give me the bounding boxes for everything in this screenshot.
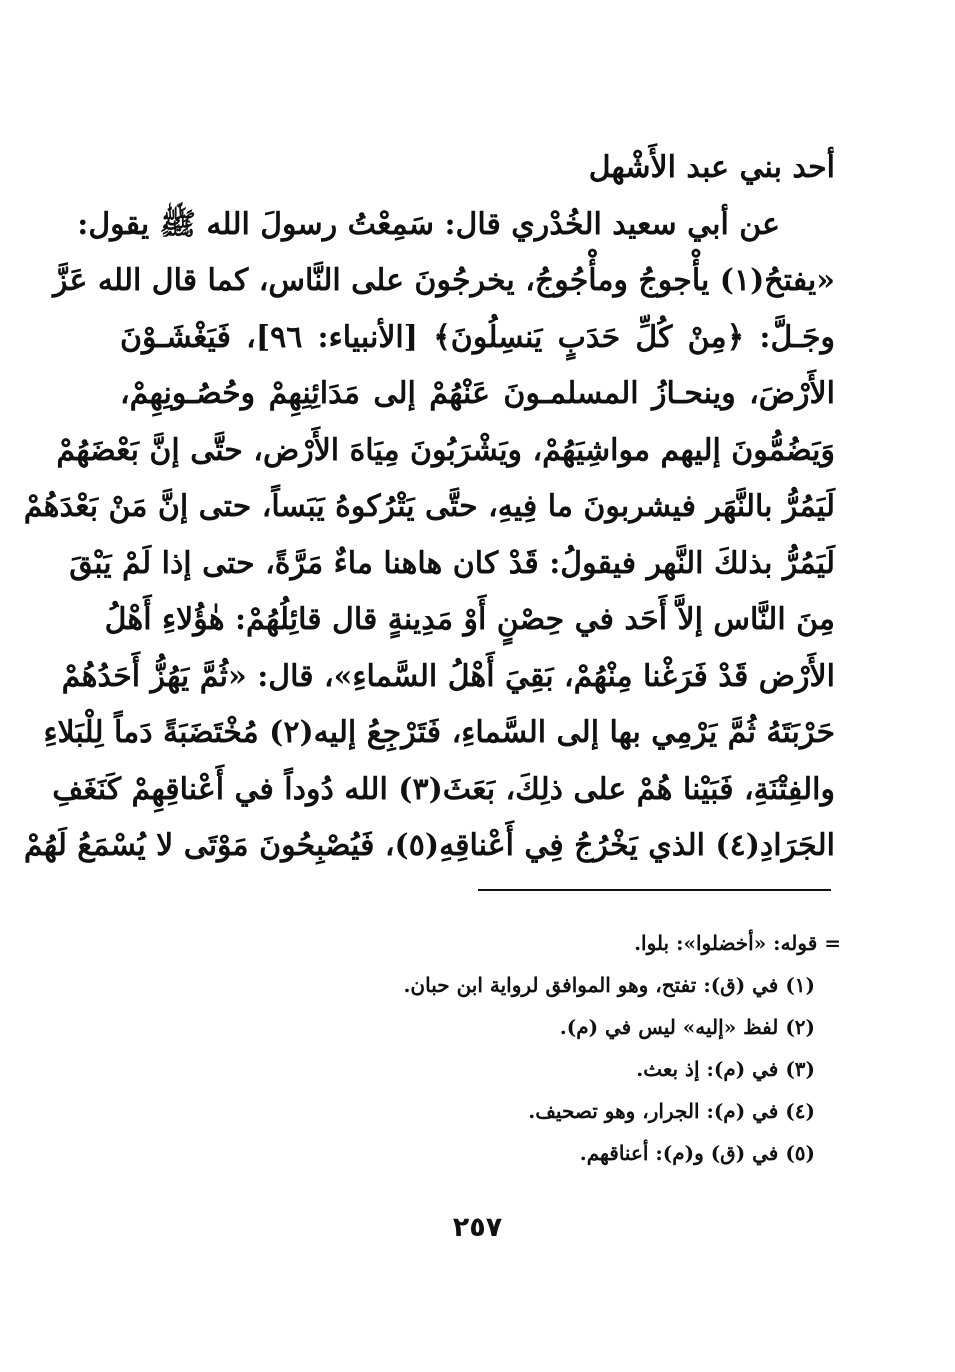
main-text [23,140,836,875]
text-line: مِنَ النَّاس إلاَّ أَحَد في حِصْنٍ أَوْ مَدِينةٍ قال قائِلُهُمْ: هٰؤُلاءِ أَهْلُ [104,602,835,637]
footnote-continuation: = قوله: «أخضلوا»: بلوا. [634,931,841,955]
text-line: الجَرَادِ(٤) الذي يَخْرُجُ فِي أَعْناقِهِ(٥)، فَيُصْبِحُونَ مَوْتَى لا يُسْمَعُ لَهُمْ [23,828,835,863]
footnote-4: (٤) في (م): الجرار، وهو تصحيف. [528,1099,815,1123]
footnotes [175,922,841,1174]
footnote-3: (٣) في (م): إذ بعث. [636,1057,815,1081]
text-line: وَيَضُمُّونَ إليهم مواشِيَهُمْ، ويَشْرَبُونَ مِيَاهَ الأَرْض، حتَّى إنَّ بَعْضَهُمْ [56,432,835,468]
text-line: وجَـلَّ: ﴿مِنْ كُلِّ حَدَبٍ يَنسِلُونَ﴾ [الأنبياء: ٩٦]، فَيَغْشَـوْنَ [120,319,836,355]
footnote-5: (٥) في (ق) و(م): أعناقهم. [579,1141,815,1165]
text-line: الأَرْض قَدْ فَرَغْنا مِنْهُمْ، بَقِيَ أَهْلُ السَّماءِ»، قال: «ثُمَّ يَهُزُّ أَحَدُهُمْ [61,658,835,694]
text-line: لَيَمُرُّ بذلكَ النَّهر فيقولُ: قَدْ كان هاهنا ماءٌ مَرَّةً، حتى إذا لَمْ يَبْقَ [69,545,835,581]
heading-line: أحد بني عبد الأَشْهل [588,150,835,185]
text-line: الأَرْضَ، وينحـازُ المسلمـونَ عَنْهُمْ إلى مَدَائِنِهِمْ وحُصُـونِهِمْ، [120,376,835,411]
text-line: لَيَمُرُّ بالنَّهَر فيشربونَ ما فِيهِ، حتَّى يَتْرُكوهُ يَبَساً، حتى إنَّ مَنْ بَعْدَهُمْ [23,489,835,524]
text-line: عن أبي سعيد الخُدْري قال: سَمِعْتُ رسولَ الله ﷺ يقول: [77,206,780,242]
footnote-2: (٢) لفظ «إليه» ليس في (م). [559,1015,815,1039]
text-line: والفِتْنَةِ، فَبَيْنا هُمْ على ذلِكَ، بَعَثَ(٣) الله دُوداً في أَعْناقِهِمْ كَنَغَفِ [52,771,835,807]
footnote-1: (١) في (ق): تفتح، وهو الموافق لرواية ابن حبان. [403,973,815,997]
text-line: «يفتحُ(١) يأْجوجُ ومأْجُوجُ، يخرجُونَ على النَّاس، كما قال الله عَزَّ [52,263,835,298]
page-number: ٢٥٧ [452,1212,503,1243]
text-line: حَرْبَتَهُ ثُمَّ يَرْمِي بها إلى السَّماءِ، فَتَرْجِعُ إليه(٢) مُخْتَضَبَةً دَماً لِلْبَلاءِ [43,715,835,750]
footnote-separator [478,889,831,891]
